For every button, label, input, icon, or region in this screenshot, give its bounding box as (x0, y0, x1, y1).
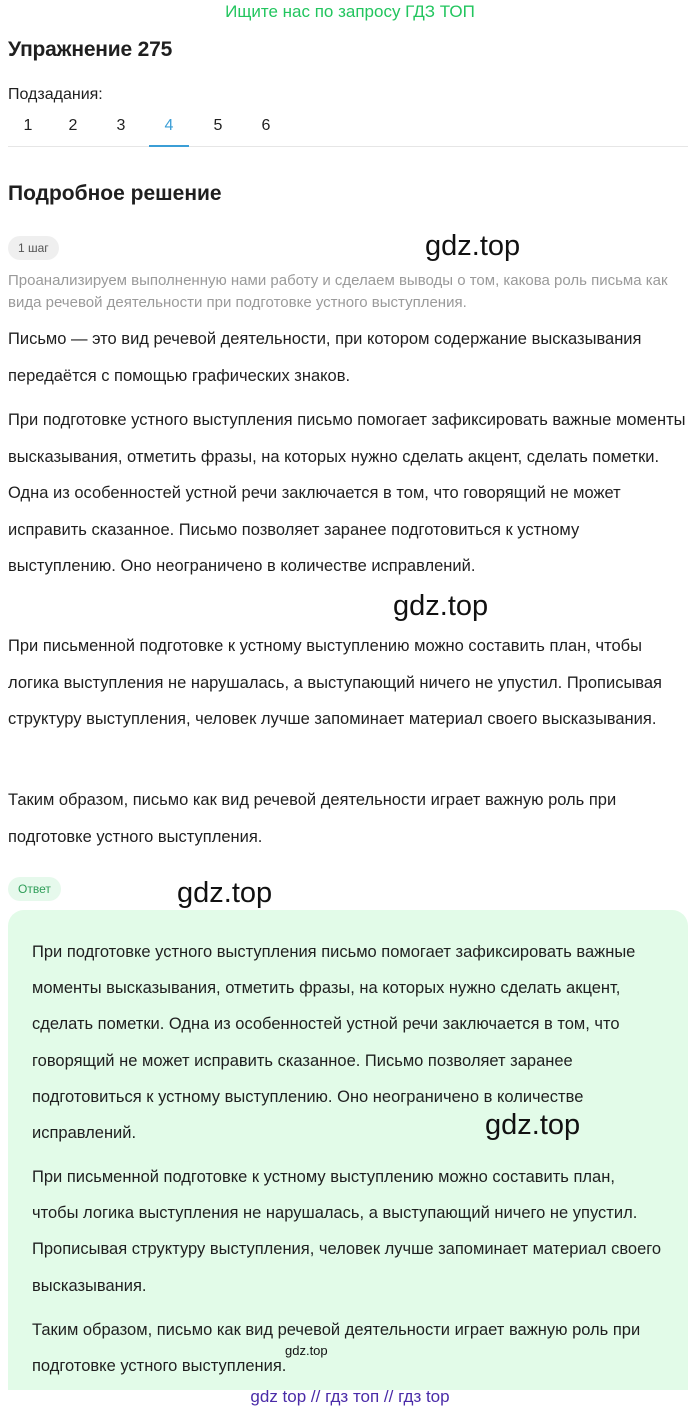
solution-paragraph: При письменной подготовке к устному выступлению можно составить план, чтобы логика выступления не нарушалась, а выступающий ничего не упустил. Прописывая структуру выступления, человек лучше запоминает материал своего высказывания. (8, 637, 662, 728)
solution-heading: Подробное решение (8, 182, 222, 205)
tab-1[interactable]: 1 (23, 117, 33, 134)
answer-paragraph: Таким образом, письмо как вид речевой деятельности играет важную роль при подготовке устного выступления. (32, 1321, 641, 1376)
answer-badge: Ответ (8, 877, 61, 901)
tab-3[interactable]: 3 (116, 117, 126, 134)
search-banner: Ищите нас по запросу ГДЗ ТОП (225, 2, 475, 21)
subtasks-label: Подзадания: (8, 86, 103, 103)
solution-paragraph: Письмо — это вид речевой деятельности, при котором содержание высказывания передаётся с помощью графических знаков. (8, 330, 642, 385)
watermark: gdz.top (393, 590, 489, 622)
subtask-tabs (8, 106, 688, 147)
answer-paragraph: При подготовке устного выступления письмо помогает зафиксировать важные моменты высказывания, отметить фразы, на которых нужно сделать акцент, сделать пометки. Одна из особенностей устной речи заключается в том, что говорящий не может исправить сказанное. Письмо позволяет заранее подготовиться к устному выступлению. Оно неограничено в количестве исправлений. (32, 943, 636, 1143)
watermark: gdz.top (177, 877, 273, 909)
solution-paragraph: При подготовке устного выступления письмо помогает зафиксировать важные моменты высказывания, отметить фразы, на которых нужно сделать акцент, сделать пометки. Одна из особенностей устной речи заключается в том, что говорящий не может исправить сказанное. Письмо позволяет заранее подготовиться к устному выступлению. Оно неограничено в количестве исправлений. (8, 411, 686, 575)
watermark: gdz.top (285, 1343, 328, 1358)
tab-5[interactable]: 5 (213, 117, 223, 134)
tab-2[interactable]: 2 (68, 117, 78, 134)
step-hint: Проанализируем выполненную нами работу и сделаем выводы о том, какова роль письма как вида речевой деятельности при подготовке устного выступления. (8, 272, 668, 311)
watermark: gdz.top (425, 230, 521, 262)
tab-4[interactable]: 4 (149, 106, 189, 147)
solution-paragraph: Таким образом, письмо как вид речевой деятельности играет важную роль при подготовке устного выступления. (8, 791, 617, 846)
step-badge: 1 шаг (8, 236, 59, 260)
footer-watermark: gdz top // гдз топ // гдз top (250, 1387, 450, 1406)
watermark: gdz.top (485, 1109, 581, 1141)
page-title: Упражнение 275 (8, 38, 173, 61)
tab-6[interactable]: 6 (261, 117, 271, 134)
answer-paragraph: При письменной подготовке к устному выступлению можно составить план, чтобы логика выступления не нарушалась, а выступающий ничего не упустил. Прописывая структуру выступления, человек лучше запоминает материал своего высказывания. (32, 1168, 662, 1295)
